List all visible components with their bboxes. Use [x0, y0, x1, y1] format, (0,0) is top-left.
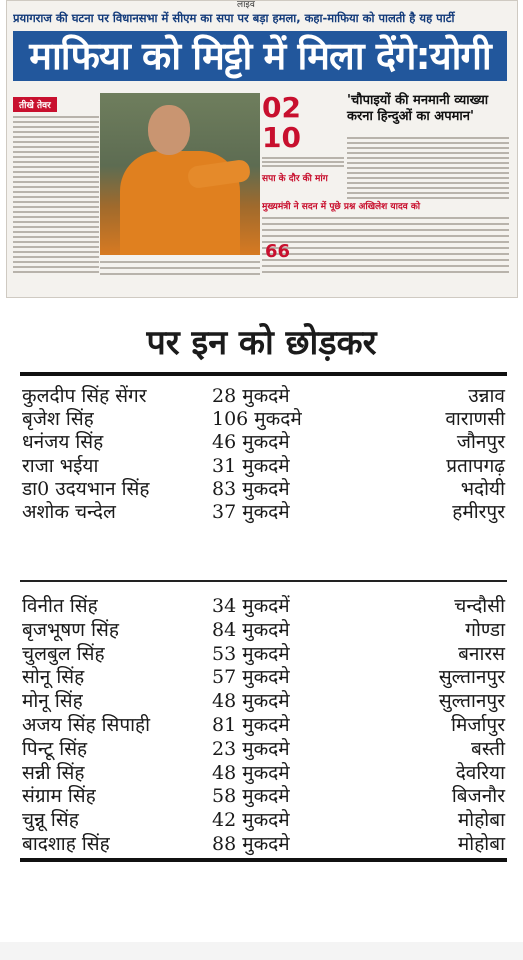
place-name: बस्ती: [471, 737, 505, 760]
place-name: बनारस: [458, 642, 505, 665]
person-name: कुलदीप सिंह सेंगर: [22, 385, 147, 407]
place-name: उन्नाव: [468, 385, 505, 407]
case-count: 48 मुकदमे: [212, 690, 290, 713]
place-name: मोहोबा: [457, 809, 505, 832]
place-name: मोहोबा: [457, 832, 505, 855]
person-name: मोनू सिंह: [22, 690, 83, 713]
person-name: बृजभूषण सिंह: [22, 618, 119, 641]
clipping-headline: माफिया को मिट्टी में मिला देंगे:योगी: [13, 31, 507, 81]
body-text-placeholder: [13, 116, 99, 273]
case-count: 23 मुकदमे: [212, 737, 290, 760]
person-name: सन्नी सिंह: [22, 761, 85, 784]
list-item: [20, 663, 507, 687]
place-name: सुल्तानपुर: [438, 690, 505, 713]
place-name: प्रतापगढ़: [446, 454, 505, 477]
divider: [20, 580, 507, 582]
list-item: [20, 782, 507, 806]
case-count: 81 मुकदमे: [212, 713, 290, 736]
body-text-placeholder: [262, 213, 509, 277]
person-name: अशोक चन्देल: [22, 500, 116, 523]
stat-number: 10: [262, 121, 301, 154]
stat-number: 02: [262, 91, 301, 124]
list-group-2: [20, 592, 507, 854]
case-count: 46 मुकदमे: [212, 431, 290, 454]
person-name: संग्राम सिंह: [22, 785, 96, 808]
place-name: वाराणसी: [445, 408, 505, 431]
photo-caption-placeholder: [100, 257, 260, 279]
list-item: [20, 687, 507, 711]
list-item: [20, 830, 507, 854]
person-name: सोनू सिंह: [22, 666, 85, 689]
place-name: जौनपुर: [456, 431, 505, 454]
person-name: चुन्नू सिंह: [22, 809, 79, 832]
person-name: अजय सिंह सिपाही: [22, 713, 151, 736]
list-item: [20, 616, 507, 640]
clipping-badge: तीखे तेवर: [13, 97, 57, 112]
case-count: 48 मुकदमे: [212, 761, 290, 784]
case-count: 34 मुकदमें: [212, 595, 290, 617]
case-count: 106 मुकदमे: [212, 408, 302, 431]
person-name: पिन्टू सिंह: [22, 737, 88, 760]
clipping-strapline: प्रयागराज की घटना पर विधानसभा में सीएम का सपा पर बड़ा हमला, कहा-माफिया को पालती है यह पार्टी: [13, 11, 455, 25]
clipping-akhilesh-line: मुख्यमंत्री ने सदन में पूछे प्रश्न अखिलेश यादव को: [262, 202, 421, 212]
case-count: 53 मुकदमे: [212, 642, 290, 665]
clipping-left-column: [13, 93, 99, 283]
clipping-subhead: 'चौपाइयों की मनमानी व्याख्या करना हिन्दुओं का अपमान': [347, 93, 489, 124]
masthead-stub: लाइव: [237, 0, 255, 10]
case-count: 84 मुकदमे: [212, 618, 290, 641]
body-text-placeholder: [262, 157, 344, 167]
person-name: राजा भईया: [22, 454, 99, 477]
case-count: 31 मुकदमे: [212, 454, 290, 477]
stat-number: 66: [265, 241, 291, 262]
place-name: गोण्डा: [465, 618, 505, 641]
person-name: चुलबुल सिंह: [22, 642, 105, 665]
divider: [20, 858, 507, 862]
case-count: 57 मुकदमे: [212, 666, 290, 689]
list-item: [20, 592, 507, 616]
list-item: [20, 475, 507, 498]
place-name: चन्दौसी: [454, 595, 505, 617]
person-name: बृजेश सिंह: [22, 408, 94, 431]
place-name: सुल्तानपुर: [438, 666, 505, 689]
bottom-bar: [0, 942, 523, 960]
place-name: देवरिया: [455, 761, 505, 784]
person-name: डा0 उदयभान सिंह: [22, 477, 150, 500]
case-count: 42 मुकदमे: [212, 809, 290, 832]
body-text-placeholder: [347, 137, 509, 199]
list-item: [20, 806, 507, 830]
person-name: धनंजय सिंह: [22, 431, 104, 454]
place-name: हमीरपुर: [452, 500, 505, 523]
case-count: 58 मुकदमे: [212, 785, 290, 808]
person-name: विनीत सिंह: [22, 595, 98, 617]
list-item: [20, 498, 507, 521]
case-count: 37 मुकदमे: [212, 500, 290, 523]
list-item: [20, 382, 507, 405]
list-group-1: [20, 382, 507, 521]
newspaper-clipping: [6, 0, 518, 298]
case-count: 83 मुकदमे: [212, 477, 290, 500]
list-item: [20, 759, 507, 783]
list-item: [20, 711, 507, 735]
case-count: 88 मुकदमे: [212, 832, 290, 855]
clipping-stats-column: [262, 93, 344, 184]
page-title: पर इन को छोड़कर: [146, 323, 377, 363]
list-item: [20, 735, 507, 759]
list-item: [20, 640, 507, 664]
clipping-right-column: [347, 133, 509, 202]
place-name: भदोयी: [460, 477, 505, 500]
yogi-photo: [100, 93, 260, 255]
list-item: [20, 405, 507, 431]
person-name: बादशाह सिंह: [22, 832, 110, 855]
divider: [20, 372, 507, 376]
case-count: 28 मुकदमे: [212, 385, 290, 407]
list-item: [20, 428, 507, 454]
place-name: बिजनौर: [451, 785, 505, 808]
clipping-red-subhead: सपा के दौर की मांग: [262, 174, 328, 184]
list-item: [20, 452, 507, 475]
place-name: मिर्जापुर: [451, 713, 505, 736]
